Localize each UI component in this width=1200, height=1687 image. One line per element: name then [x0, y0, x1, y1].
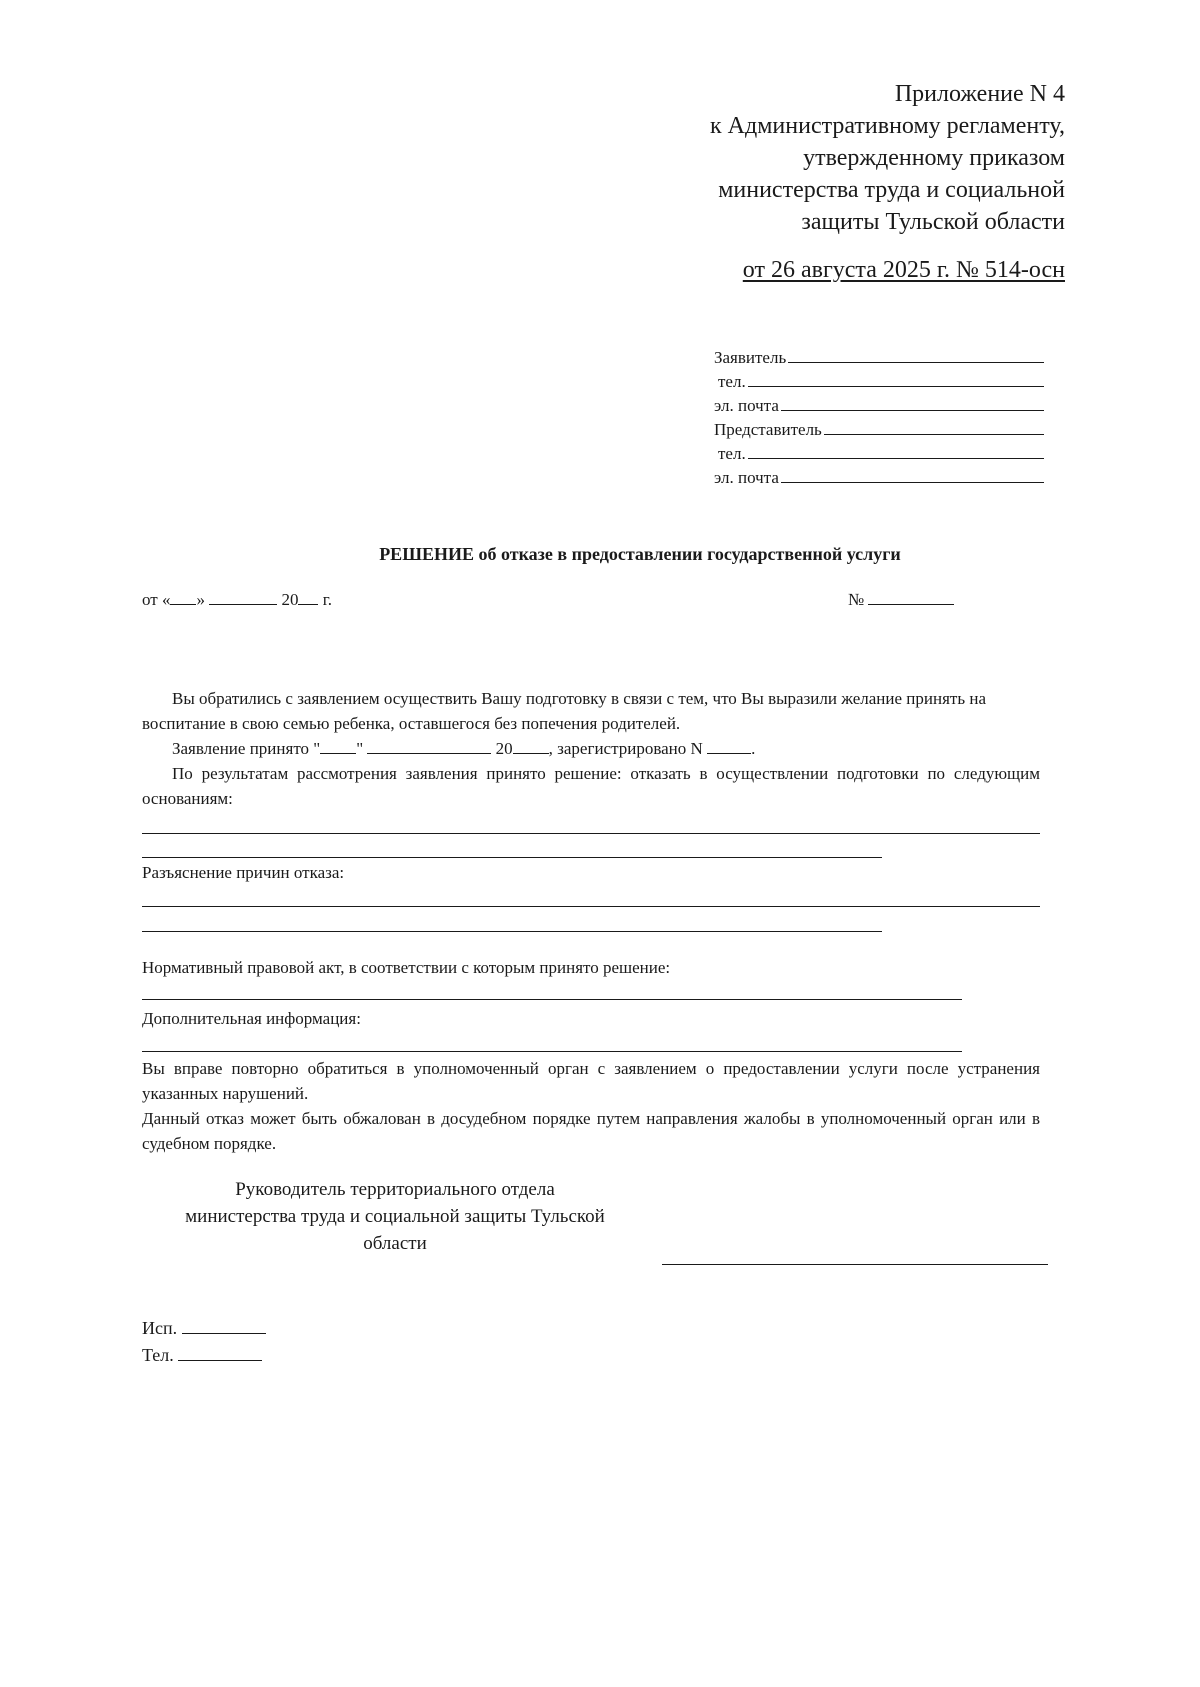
approval-block — [545, 78, 1065, 286]
representative-email-label: эл. почта — [714, 468, 779, 487]
executor-block — [142, 1315, 266, 1369]
reason-line-1[interactable] — [142, 833, 1040, 834]
paragraph-result: По результатам рассмотрения заявления принято решение: отказать в осуществлении подготовки по следующим основаниям: — [142, 764, 1040, 808]
signature-line[interactable] — [662, 1264, 1048, 1265]
registered-dot: . — [751, 739, 756, 758]
signatory-block — [145, 1176, 645, 1257]
accepted-quote: " — [356, 739, 364, 758]
applicant-phone-field[interactable] — [748, 369, 1044, 387]
applicant-block — [714, 345, 1044, 489]
additional-info-label: Дополнительная информация: — [142, 1009, 361, 1028]
approval-line-2: к Административному регламенту, — [710, 113, 1065, 139]
explanation-line-2[interactable] — [142, 931, 882, 932]
registered-label: , зарегистрировано N — [548, 739, 703, 758]
date-year: 20 — [281, 590, 299, 609]
date-suffix: г. — [322, 590, 333, 609]
reasons-label: Разъяснение причин отказа: — [142, 863, 345, 882]
number-label: № — [848, 590, 865, 609]
accepted-year-field[interactable] — [513, 738, 549, 754]
signatory-line-1: Руководитель территориального отдела — [235, 1179, 555, 1200]
date-month-field[interactable] — [209, 589, 277, 605]
paragraph-reapply: Вы вправе повторно обратиться в уполномоченный орган с заявлением о предоставлении услуги после устранения указанных нарушений. — [142, 1059, 1040, 1103]
approval-line-3: утвержденному приказом — [803, 145, 1065, 171]
representative-email-row — [714, 465, 1044, 489]
legal-act-label: Нормативный правовой акт, в соответствии с которым принято решение: — [142, 958, 671, 977]
registered-number-field[interactable] — [707, 738, 751, 754]
paragraph-request: Вы обратились с заявлением осуществить Вашу подготовку в связи с тем, что Вы выразили желание принять на воспитание в свою семью ребенка, оставшегося без попечения родителей. — [142, 689, 986, 733]
decision-number-row — [848, 589, 954, 610]
accepted-year: 20 — [495, 739, 513, 758]
representative-phone-field[interactable] — [748, 441, 1044, 459]
paragraph-appeal: Данный отказ может быть обжалован в досудебном порядке путем направления жалобы в уполномоченный орган или в судебном порядке. — [142, 1109, 1040, 1153]
approval-line-4: министерства труда и социальной — [718, 177, 1065, 203]
applicant-email-label: эл. почта — [714, 396, 779, 415]
additional-info-line[interactable] — [142, 1051, 962, 1052]
signatory-line-3: области — [363, 1233, 427, 1254]
decision-date-row — [142, 589, 332, 610]
date-day-field[interactable] — [170, 589, 196, 605]
accepted-day-field[interactable] — [320, 738, 356, 754]
representative-phone-label: тел. — [718, 444, 746, 463]
executor-field[interactable] — [182, 1318, 266, 1334]
executor-row — [142, 1315, 266, 1342]
legal-act-line[interactable] — [142, 999, 962, 1000]
representative-field[interactable] — [824, 417, 1044, 435]
signatory-line-2: министерства труда и социальной защиты Тульской — [185, 1206, 605, 1227]
applicant-label: Заявитель — [714, 348, 787, 367]
accepted-prefix: Заявление принято " — [172, 739, 321, 758]
decision-title: РЕШЕНИЕ об отказе в предоставлении государственной услуги — [379, 544, 901, 564]
explanation-line-1[interactable] — [142, 906, 1040, 907]
paragraph-accepted — [142, 736, 1040, 761]
date-prefix: от « — [142, 590, 171, 609]
executor-phone-field[interactable] — [178, 1345, 262, 1361]
decision-number-field[interactable] — [868, 589, 954, 605]
applicant-phone-label: тел. — [718, 372, 746, 391]
applicant-field[interactable] — [788, 345, 1044, 363]
executor-phone-label: Тел. — [142, 1345, 174, 1365]
approval-line-1: Приложение N 4 — [894, 81, 1065, 107]
executor-label: Исп. — [142, 1318, 178, 1338]
accepted-month-field[interactable] — [367, 738, 491, 754]
applicant-row — [714, 345, 1044, 369]
approval-date: от 26 августа 2025 г. № 514-осн — [742, 257, 1065, 283]
date-mid: » — [196, 590, 205, 609]
representative-email-field[interactable] — [781, 465, 1044, 483]
representative-phone-row — [714, 441, 1044, 465]
representative-row — [714, 417, 1044, 441]
approval-line-5: защиты Тульской области — [801, 209, 1065, 235]
date-year-field[interactable] — [298, 589, 318, 605]
reason-line-2[interactable] — [142, 857, 882, 858]
applicant-email-row — [714, 393, 1044, 417]
applicant-email-field[interactable] — [781, 393, 1044, 411]
representative-label: Представитель — [714, 420, 822, 439]
applicant-phone-row — [714, 369, 1044, 393]
executor-phone-row — [142, 1342, 266, 1369]
